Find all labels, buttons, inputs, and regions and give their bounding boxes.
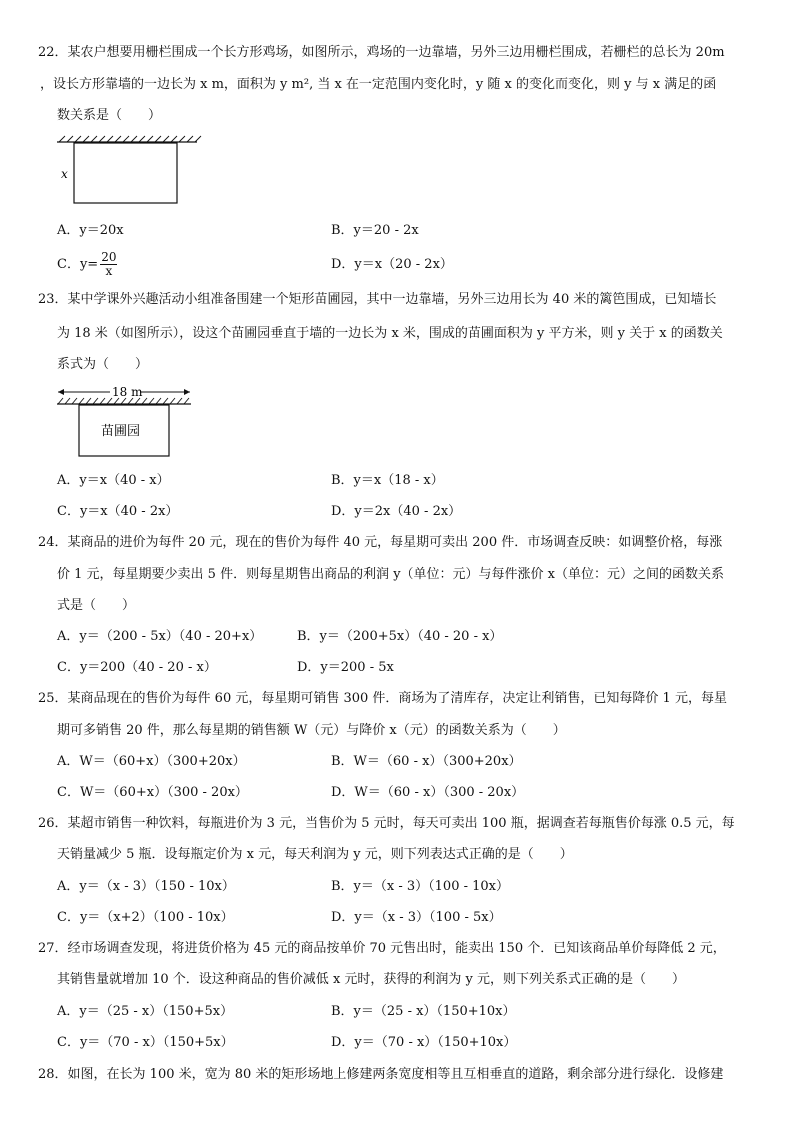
- q24-option-b: B．y＝（200+5x）（40 - 20 - x）: [297, 629, 503, 644]
- q22-option-c: [57, 251, 117, 278]
- q24-line-1: 24．某商品的进价为每件 20 元，现在的售价为每件 40 元，每星期可卖出 200 件．市场调查反映：如调整价格，每涨: [38, 535, 723, 550]
- q25-line-2: 期可多销售 20 件，那么每星期的销售额 W（元）与降价 x（元）的函数关系为（ ）: [57, 723, 566, 738]
- q27-option-d: D．y＝（70 - x）（150+10x）: [331, 1035, 517, 1050]
- q22-figure: [55, 134, 205, 210]
- q22-option-c-fraction: [100, 251, 117, 278]
- q22-option-c-prefix: C．y=: [57, 257, 99, 272]
- q23-option-d: D．y＝2x（40 - 2x）: [331, 504, 462, 519]
- q24-option-d: D．y＝200 - 5x: [297, 660, 394, 675]
- q22-option-c-numerator: 20: [101, 250, 117, 264]
- q24-line-2: 价 1 元，每星期要少卖出 5 件．则每星期售出商品的利润 y（单位：元）与每件涨价 x（单位：元）之间的函数关系: [57, 567, 725, 582]
- q25-option-a: A．W＝（60+x）（300+20x）: [57, 754, 246, 769]
- q23-line-3: 系式为（ ）: [57, 357, 149, 372]
- q25-option-c: C．W＝（60+x）（300 - 20x）: [57, 785, 248, 800]
- q25-option-b: B．W＝（60 - x）（300+20x）: [331, 754, 522, 769]
- q28-line-1: 28．如图，在长为 100 米，宽为 80 米的矩形场地上修建两条宽度相等且互相垂直的道路，剩余部分进行绿化．设修建: [38, 1067, 724, 1082]
- q24-option-a: A．y＝（200 - 5x）（40 - 20+x）: [57, 629, 263, 644]
- q23-figure-wall-length: 18 m: [112, 385, 143, 399]
- q23-figure: [54, 382, 196, 460]
- q23-line-2: 为 18 米（如图所示），设这个苗圃园垂直于墙的一边长为 x 米，围成的苗圃面积为 y 平方米，则 y 关于 x 的函数关: [57, 326, 723, 341]
- q24-option-c: C．y＝200（40 - 20 - x）: [57, 660, 217, 675]
- q24-line-3: 式是（ ）: [57, 598, 136, 613]
- q25-option-d: D．W＝（60 - x）（300 - 20x）: [331, 785, 525, 800]
- q26-line-2: 天销量减少 5 瓶．设每瓶定价为 x 元，每天利润为 y 元，则下列表达式正确的是（ ）: [57, 847, 573, 862]
- q27-line-1: 27．经市场调查发现，将进货价格为 45 元的商品按单价 70 元售出时，能卖出 150 个．已知该商品单价每降低 2 元，: [38, 941, 726, 956]
- q23-option-a: A．y＝x（40 - x）: [57, 473, 170, 488]
- q26-option-b: B．y＝（x - 3）（100 - 10x）: [331, 879, 510, 894]
- q25-line-1: 25．某商品现在的售价为每件 60 元，每星期可销售 300 件．商场为了清库存，决定让利销售，已知每降价 1 元，每星: [38, 691, 727, 706]
- q27-option-b: B．y＝（25 - x）（150+10x）: [331, 1004, 516, 1019]
- q22-option-c-denominator: x: [105, 264, 113, 278]
- q22-option-b: B．y＝20 - 2x: [331, 223, 419, 238]
- q26-option-c: C．y＝（x+2）（100 - 10x）: [57, 910, 234, 925]
- q26-option-a: A．y＝（x - 3）（150 - 10x）: [57, 879, 235, 894]
- q23-figure-label: 苗圃园: [101, 424, 141, 439]
- q23-option-c: C．y＝x（40 - 2x）: [57, 504, 179, 519]
- q22-figure-label: x: [61, 167, 68, 181]
- q27-line-2: 其销售量就增加 10 个．设这种商品的售价减低 x 元时，获得的利润为 y 元，则下列关系式正确的是（ ）: [57, 972, 686, 987]
- q22-option-d: D．y＝x（20 - 2x）: [331, 257, 453, 272]
- q22-line-1: 22．某农户想要用栅栏围成一个长方形鸡场，如图所示，鸡场的一边靠墙，另外三边用栅栏围成，若栅栏的总长为 20m: [38, 45, 725, 60]
- q22-line-3: 数关系是（ ）: [57, 108, 162, 123]
- q22-option-a: A．y＝20x: [57, 223, 124, 238]
- q27-option-a: A．y＝（25 - x）（150+5x）: [57, 1004, 234, 1019]
- q27-option-c: C．y＝（70 - x）（150+5x）: [57, 1035, 234, 1050]
- q26-line-1: 26．某超市销售一种饮料，每瓶进价为 3 元，当售价为 5 元时，每天可卖出 100 瓶，据调查若每瓶售价每涨 0.5 元，每: [38, 816, 735, 831]
- q22-line-2: ，设长方形靠墙的一边长为 x m，面积为 y m², 当 x 在一定范围内变化时，y 随 x 的变化而变化，则 y 与 x 满足的函: [40, 77, 717, 92]
- q23-option-b: B．y＝x（18 - x）: [331, 473, 444, 488]
- q26-option-d: D．y＝（x - 3）（100 - 5x）: [331, 910, 502, 925]
- q23-line-1: 23．某中学课外兴趣活动小组准备围建一个矩形苗圃园，其中一边靠墙，另外三边用长为 40 米的篱笆围成，已知墙长: [38, 292, 717, 307]
